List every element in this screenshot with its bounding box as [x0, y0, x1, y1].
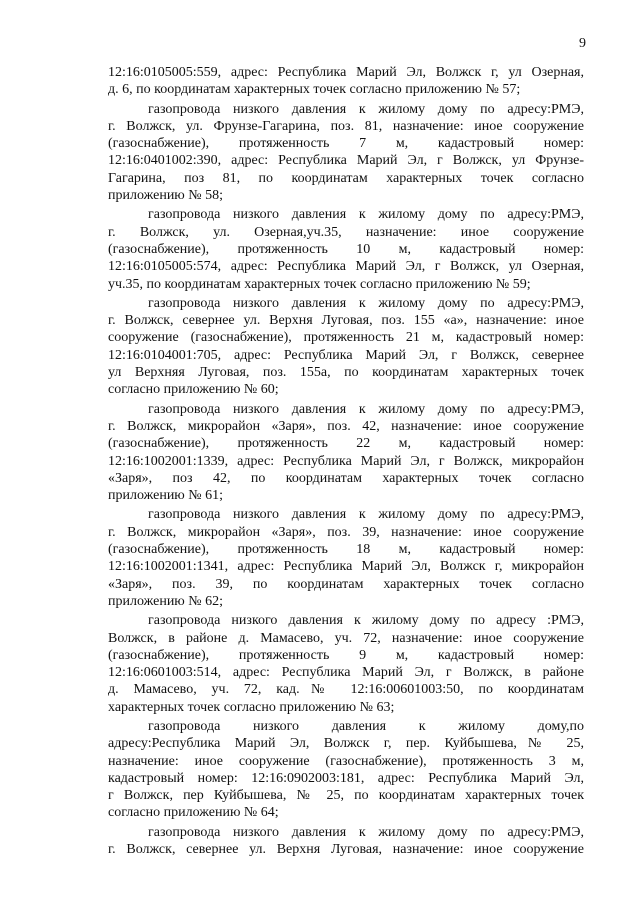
text-line: характерных точек согласно приложению № 63;: [108, 699, 395, 715]
paragraph: [108, 612, 584, 716]
paragraph: [108, 206, 584, 292]
paragraph: [108, 824, 584, 859]
text-line: кадастровый номер: 12:16:0902003:181, адрес: Республика Марий Эл,: [108, 770, 584, 786]
text-line: газопровода низкого давления к жилому дому по адресу:РМЭ,: [148, 101, 584, 117]
text-line: г. Волжск, микрорайон «Заря», поз. 39, назначение: иное сооружение: [108, 524, 584, 540]
text-line: газопровода низкого давления к жилому дому по адресу:РМЭ,: [148, 295, 584, 311]
text-line: «Заря», поз. 39, по координатам характерных точек согласно: [108, 576, 584, 592]
text-line: приложению № 61;: [108, 488, 224, 504]
text-line: г. Волжск, севернее ул. Верхня Луговая, назначение: иное сооружение: [108, 842, 584, 858]
text-line: д. 6, по координатам характерных точек согласно приложению № 57;: [108, 82, 521, 98]
text-line: газопровода низкого давления к жилому дому,по: [148, 718, 584, 734]
text-line: газопровода низкого давления к жилому дому по адресу:РМЭ,: [148, 507, 584, 523]
text-line: 12:16:1002001:1341, адрес: Республика Марий Эл, Волжск г, микрорайон: [108, 559, 584, 575]
text-line: 12:16:0104001:705, адрес: Республика Марий Эл, г Волжск, севернее: [108, 347, 584, 363]
text-line: уч.35, по координатам характерных точек согласно приложению № 59;: [108, 276, 531, 292]
text-line: приложению № 58;: [108, 188, 224, 204]
text-line: 12:16:0601003:514, адрес: Республика Марий Эл, г Волжск, в районе: [108, 665, 584, 681]
text-line: Волжск, в районе д. Мамасево, уч. 72, назначение: иное сооружение: [108, 630, 584, 646]
text-line: д. Мамасево, уч. 72, кад.№ 12:16:00601003:50, по координатам: [108, 682, 584, 698]
text-line: г Волжск, пер Куйбышева, № 25, по координатам характерных точек: [108, 788, 584, 804]
text-line: (газоснабжение), протяженность 10 м, кадастровый номер:: [108, 241, 584, 257]
text-line: (газоснабжение), протяженность 18 м, кадастровый номер:: [108, 542, 584, 558]
text-line: г. Волжск, микрорайон «Заря», поз. 42, назначение: иное сооружение: [108, 418, 584, 434]
text-line: адресу:Республика Марий Эл, Волжск г, пер. Куйбышева,№ 25,: [108, 736, 584, 752]
text-line: Гагарина, поз 81, по координатам характерных точек согласно: [108, 170, 584, 186]
text-line: (газоснабжение), протяженность 7 м, кадастровый номер:: [108, 136, 584, 152]
paragraph: [108, 401, 584, 505]
paragraph: [108, 295, 584, 399]
text-line: г. Волжск, севернее ул. Верхня Луговая, поз. 155 «а», назначение: иное: [108, 313, 584, 329]
document-body: [108, 64, 584, 860]
text-line: (газоснабжение), протяженность 22 м, кадастровый номер:: [108, 436, 584, 452]
text-line: 12:16:0105005:574, адрес: Республика Марий Эл, г Волжск, ул Озерная,: [108, 259, 584, 275]
paragraph: [108, 64, 584, 99]
text-line: сооружение (газоснабжение), протяженность 21 м, кадастровый номер:: [108, 330, 584, 346]
text-line: газопровода низкого давления к жилому дому по адресу:РМЭ,: [148, 824, 584, 840]
text-line: согласно приложению № 64;: [108, 805, 279, 821]
text-line: газопровода низкого давления к жилому дому по адресу:РМЭ,: [148, 401, 584, 417]
text-line: назначение: иное сооружение (газоснабжение), протяженность 3 м,: [108, 753, 584, 769]
text-line: приложению № 62;: [108, 593, 224, 609]
page-number: 9: [579, 36, 586, 51]
text-line: г. Волжск, ул. Озерная,уч.35, назначение: иное сооружение: [108, 224, 584, 240]
text-line: газопровода низкого давления к жилому дому по адресу :РМЭ,: [148, 613, 584, 629]
text-line: 12:16:0105005:559, адрес: Республика Марий Эл, Волжск г, ул Озерная,: [108, 65, 584, 80]
paragraph: [108, 101, 584, 205]
text-line: г. Волжск, ул. Фрунзе-Гагарина, поз. 81, назначение: иное сооружение: [108, 118, 584, 134]
text-line: ул Верхняя Луговая, поз. 155а, по координатам характерных точек: [108, 365, 584, 381]
text-line: (газоснабжение), протяженность 9 м, кадастровый номер:: [108, 647, 584, 663]
text-line: газопровода низкого давления к жилому дому по адресу:РМЭ,: [148, 207, 584, 223]
text-line: 12:16:0401002:390, адрес: Республика Марий Эл, г Волжск, ул Фрунзе-: [108, 153, 584, 169]
text-line: 12:16:1002001:1339, адрес: Республика Марий Эл, г Волжск, микрорайон: [108, 453, 584, 469]
text-line: «Заря», поз 42, по координатам характерных точек согласно: [108, 470, 584, 486]
paragraph: [108, 718, 584, 822]
text-line: согласно приложению № 60;: [108, 382, 279, 398]
paragraph: [108, 506, 584, 610]
